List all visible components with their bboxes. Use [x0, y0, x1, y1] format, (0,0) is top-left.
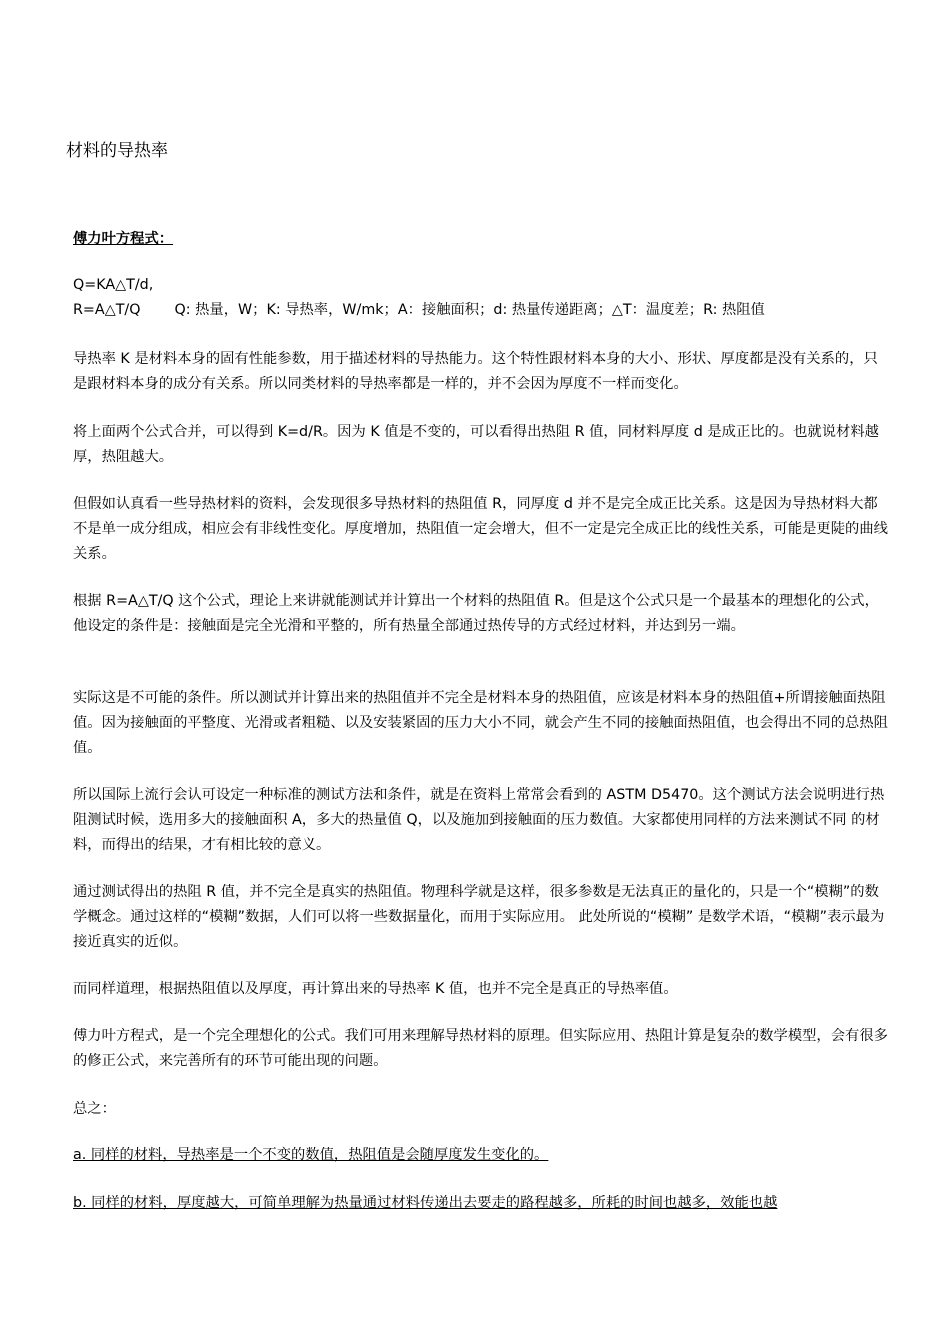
paragraph-fourier-ideal: 傅力叶方程式，是一个完全理想化的公式。我们可用来理解导热材料的原理。但实际应用、热阻计算是复杂的数学模型，会有很多的修正公式，来完善所有的环节可能出现的问题。: [73, 1028, 888, 1069]
formula-1: Q=KA△T/d,: [73, 277, 154, 293]
paragraph-astm-standard: 所以国际上流行会认可设定一种标准的测试方法和条件，就是在资料上常常会看到的 ASTM D5470。这个测试方法会说明进行热阻测试时候，选用多大的接触面积 A，多大的热量值 Q，以及施加到接触面的压力数值。大家都使用同样的方法来测试不同 的材料，而得出的结果，才有相比较的意义。: [73, 787, 885, 853]
formula-block: [73, 273, 891, 323]
formula-2: R=A△T/Q: [73, 302, 141, 318]
paragraph-ideal-formula: 根据 R=A△T/Q 这个公式，理论上来讲就能测试并计算出一个材料的热阻值 R。但是这个公式只是一个最基本的理想化的公式，他设定的条件是：接触面是完全光滑和平整的，所有热量全部通过热传导的方式经过材料，并达到另一端。: [73, 593, 879, 634]
paragraph-combined-formula: 将上面两个公式合并，可以得到 K=d/R。因为 K 值是不变的，可以看得出热阻 R 值，同材料厚度 d 是成正比的。也就说材料越厚，热阻越大。: [73, 424, 879, 465]
formula-legend: Q: 热量，W；K: 导热率，W/mk；A：接触面积；d: 热量传递距离；△T：温度差；R: 热阻值: [174, 302, 765, 318]
paragraph-thermal-conductivity: 导热率 K 是材料本身的固有性能参数，用于描述材料的导热能力。这个特性跟材料本身的大小、形状、厚度都是没有关系的，只是跟材料本身的成分有关系。所以同类材料的导热率都是一样的，并不会因为厚度不一样而变化。: [73, 351, 878, 392]
section-heading: 傅力叶方程式：: [73, 231, 174, 247]
summary-label: 总之：: [73, 1101, 116, 1117]
summary-item-b: b. 同样的材料，厚度越大，可简单理解为热量通过材料传递出去要走的路程越多，所耗的时间也越多，效能也越: [73, 1195, 778, 1211]
paragraph-nonlinear: 但假如认真看一些导热材料的资料，会发现很多导热材料的热阻值 R，同厚度 d 并不是完全成正比关系。这是因为导热材料大都不是单一成分组成，相应会有非线性变化。厚度增加，热阻值一定会增大，但不一定是完全成正比的线性关系，可能是更陡的曲线关系。: [73, 496, 888, 562]
paragraph-conductivity-value: 而同样道理，根据热阻值以及厚度，再计算出来的导热率 K 值，也并不完全是真正的导热率值。: [73, 981, 678, 997]
paragraph-contact-resistance: 实际这是不可能的条件。所以测试并计算出来的热阻值并不完全是材料本身的热阻值，应该是材料本身的热阻值+所谓接触面热阻值。因为接触面的平整度、光滑或者粗糙、以及安装紧固的压力大小不同，就会产生不同的接触面热阻值，也会得出不同的总热阻值。: [73, 690, 888, 756]
paragraph-fuzzy-value: 通过测试得出的热阻 R 值，并不完全是真实的热阻值。物理科学就是这样，很多参数是无法真正的量化的，只是一个“模糊”的数学概念。通过这样的“模糊”数据，人们可以将一些数据量化，而用于实际应用。 此处所说的“模糊” 是数学术语，“模糊”表示最为接近真实的近似。: [73, 884, 885, 950]
summary-item-a: a. 同样的材料，导热率是一个不变的数值，热阻值是会随厚度发生变化的。: [73, 1147, 549, 1163]
formula-2-line: [73, 298, 891, 323]
document-title: 材料的导热率: [66, 141, 168, 161]
